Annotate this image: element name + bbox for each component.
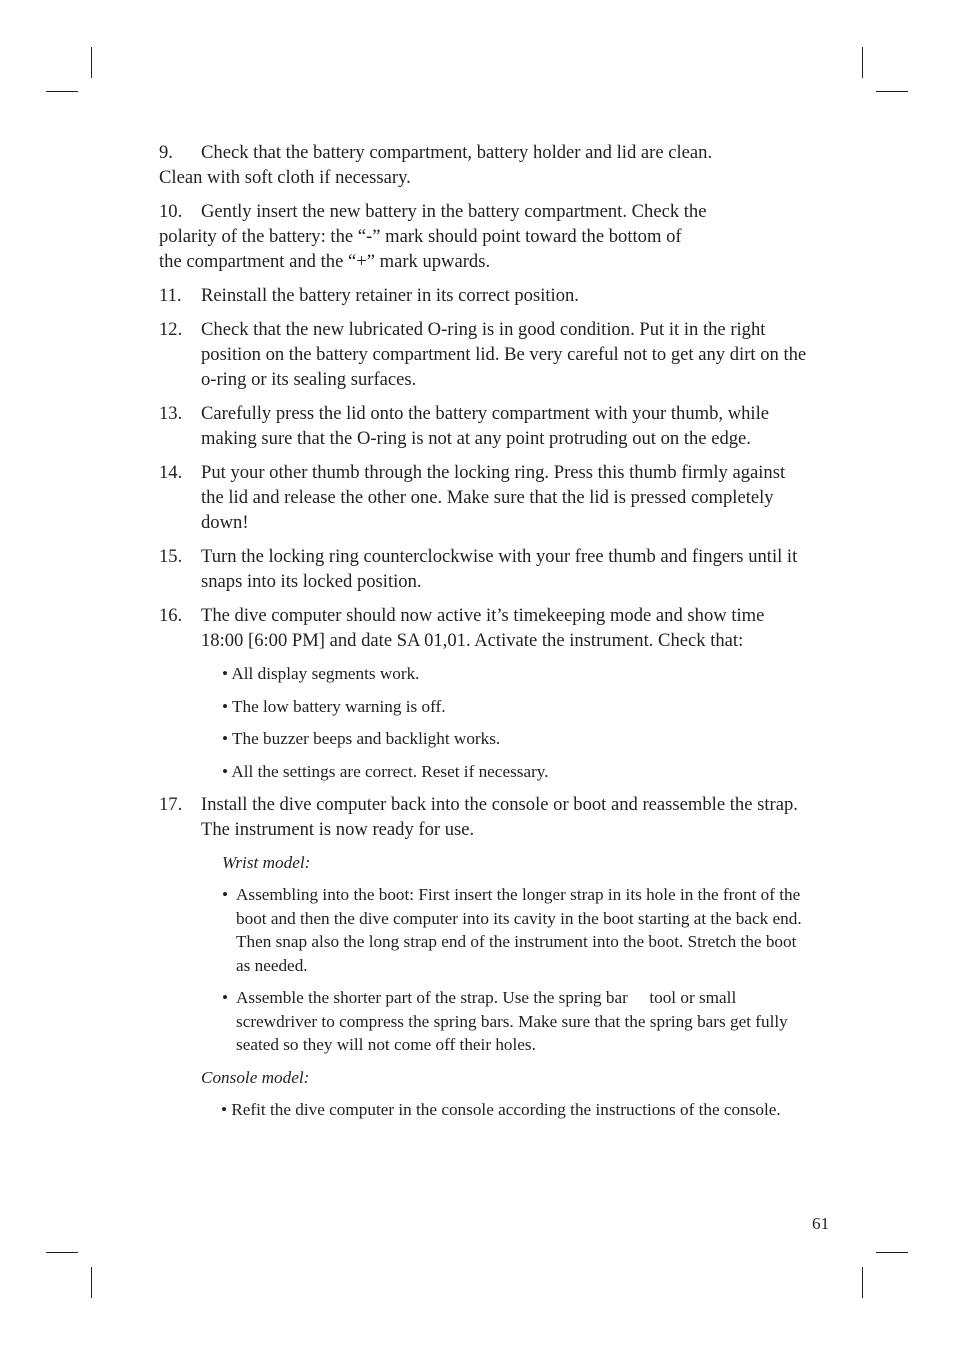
crop-mark-bottom-right-horizontal xyxy=(876,1252,908,1253)
step-number: 16. xyxy=(159,605,183,626)
step-number: 17. xyxy=(159,794,183,815)
step-text: Put your other thumb through the locking ring. Press this thumb firmly against the lid and release the other one. Make sure that the lid is pressed completely down! xyxy=(201,462,786,533)
list-item xyxy=(222,883,809,977)
step-12 xyxy=(159,317,809,392)
check-list xyxy=(222,662,809,783)
step-number: 13. xyxy=(159,403,183,424)
instruction-list xyxy=(159,140,809,1121)
list-item xyxy=(222,986,809,1057)
step-17 xyxy=(159,792,809,842)
step-text: The dive computer should now active it’s timekeeping mode and show time 18:00 [6:00 PM] and date SA 01,01. Activate the instrument. Check that: xyxy=(201,605,765,651)
crop-mark-top-left-horizontal xyxy=(46,91,78,92)
list-item-text: Assemble the shorter part of the strap. Use the spring bar tool or small screwdriver to compress the spring bars. Make sure that the spring bars get fully seated so they will not come off their holes. xyxy=(236,988,788,1054)
crop-mark-bottom-left-vertical xyxy=(91,1267,92,1298)
crop-mark-top-left-vertical xyxy=(91,47,92,78)
step-number: 12. xyxy=(159,319,183,340)
step-9 xyxy=(159,140,809,190)
list-item: • The buzzer beeps and backlight works. xyxy=(222,729,501,748)
page-number: 61 xyxy=(812,1214,830,1233)
crop-mark-bottom-right-vertical xyxy=(862,1267,863,1298)
step-number: 15. xyxy=(159,546,183,567)
console-model-heading: Console model: xyxy=(201,1067,310,1087)
list-item-text: Assembling into the boot: First insert the longer strap in its hole in the front of the boot and then the dive computer into its cavity in the boot starting at the back end. Then snap also the long strap end of the instrument into the boot. Stretch the boot as needed. xyxy=(236,885,802,975)
step-13 xyxy=(159,401,809,451)
step-number: 11. xyxy=(159,285,182,306)
step-10 xyxy=(159,199,809,274)
step-15 xyxy=(159,544,809,594)
bullet-marker: • xyxy=(222,885,229,904)
step-text-continued: Clean with soft cloth if necessary. xyxy=(159,167,411,188)
step-text-continued: polarity of the battery: the “-” mark should point toward the bottom of xyxy=(159,226,682,247)
list-item: • The low battery warning is off. xyxy=(222,696,446,716)
list-item: • Refit the dive computer in the console according the instructions of the console. xyxy=(221,1099,781,1119)
step-text: Reinstall the battery retainer in its correct position. xyxy=(201,285,579,306)
crop-mark-top-right-vertical xyxy=(862,47,863,78)
list-item: • All the settings are correct. Reset if necessary. xyxy=(222,761,549,781)
crop-mark-bottom-left-horizontal xyxy=(46,1252,78,1253)
step-text: Turn the locking ring counterclockwise with your free thumb and fingers until it snaps into its locked position. xyxy=(201,546,798,592)
list-item: • All display segments work. xyxy=(222,664,420,683)
step-text: Gently insert the new battery in the battery compartment. Check the xyxy=(201,201,707,222)
bullet-marker: • xyxy=(222,988,229,1007)
step-number: 10. xyxy=(159,201,183,222)
step-text: Carefully press the lid onto the battery compartment with your thumb, while making sure that the O-ring is not at any point protruding out on the edge. xyxy=(201,403,770,449)
step-number: 14. xyxy=(159,462,183,483)
step-text: Check that the new lubricated O-ring is in good condition. Put it in the right position on the battery compartment lid. Be very careful not to get any dirt on the o-ring or its sealing surfaces. xyxy=(201,319,807,390)
wrist-model-heading: Wrist model: xyxy=(222,853,311,872)
step-text: Check that the battery compartment, battery holder and lid are clean. xyxy=(201,142,713,163)
step-number: 9. xyxy=(159,142,173,163)
step-text: Install the dive computer back into the console or boot and reassemble the strap. The instrument is now ready for use. xyxy=(201,794,798,840)
step-16 xyxy=(159,603,809,653)
crop-mark-top-right-horizontal xyxy=(876,91,908,92)
step-text-continued: the compartment and the “+” mark upwards. xyxy=(159,251,491,272)
step-14 xyxy=(159,460,809,535)
step-11 xyxy=(159,283,809,308)
